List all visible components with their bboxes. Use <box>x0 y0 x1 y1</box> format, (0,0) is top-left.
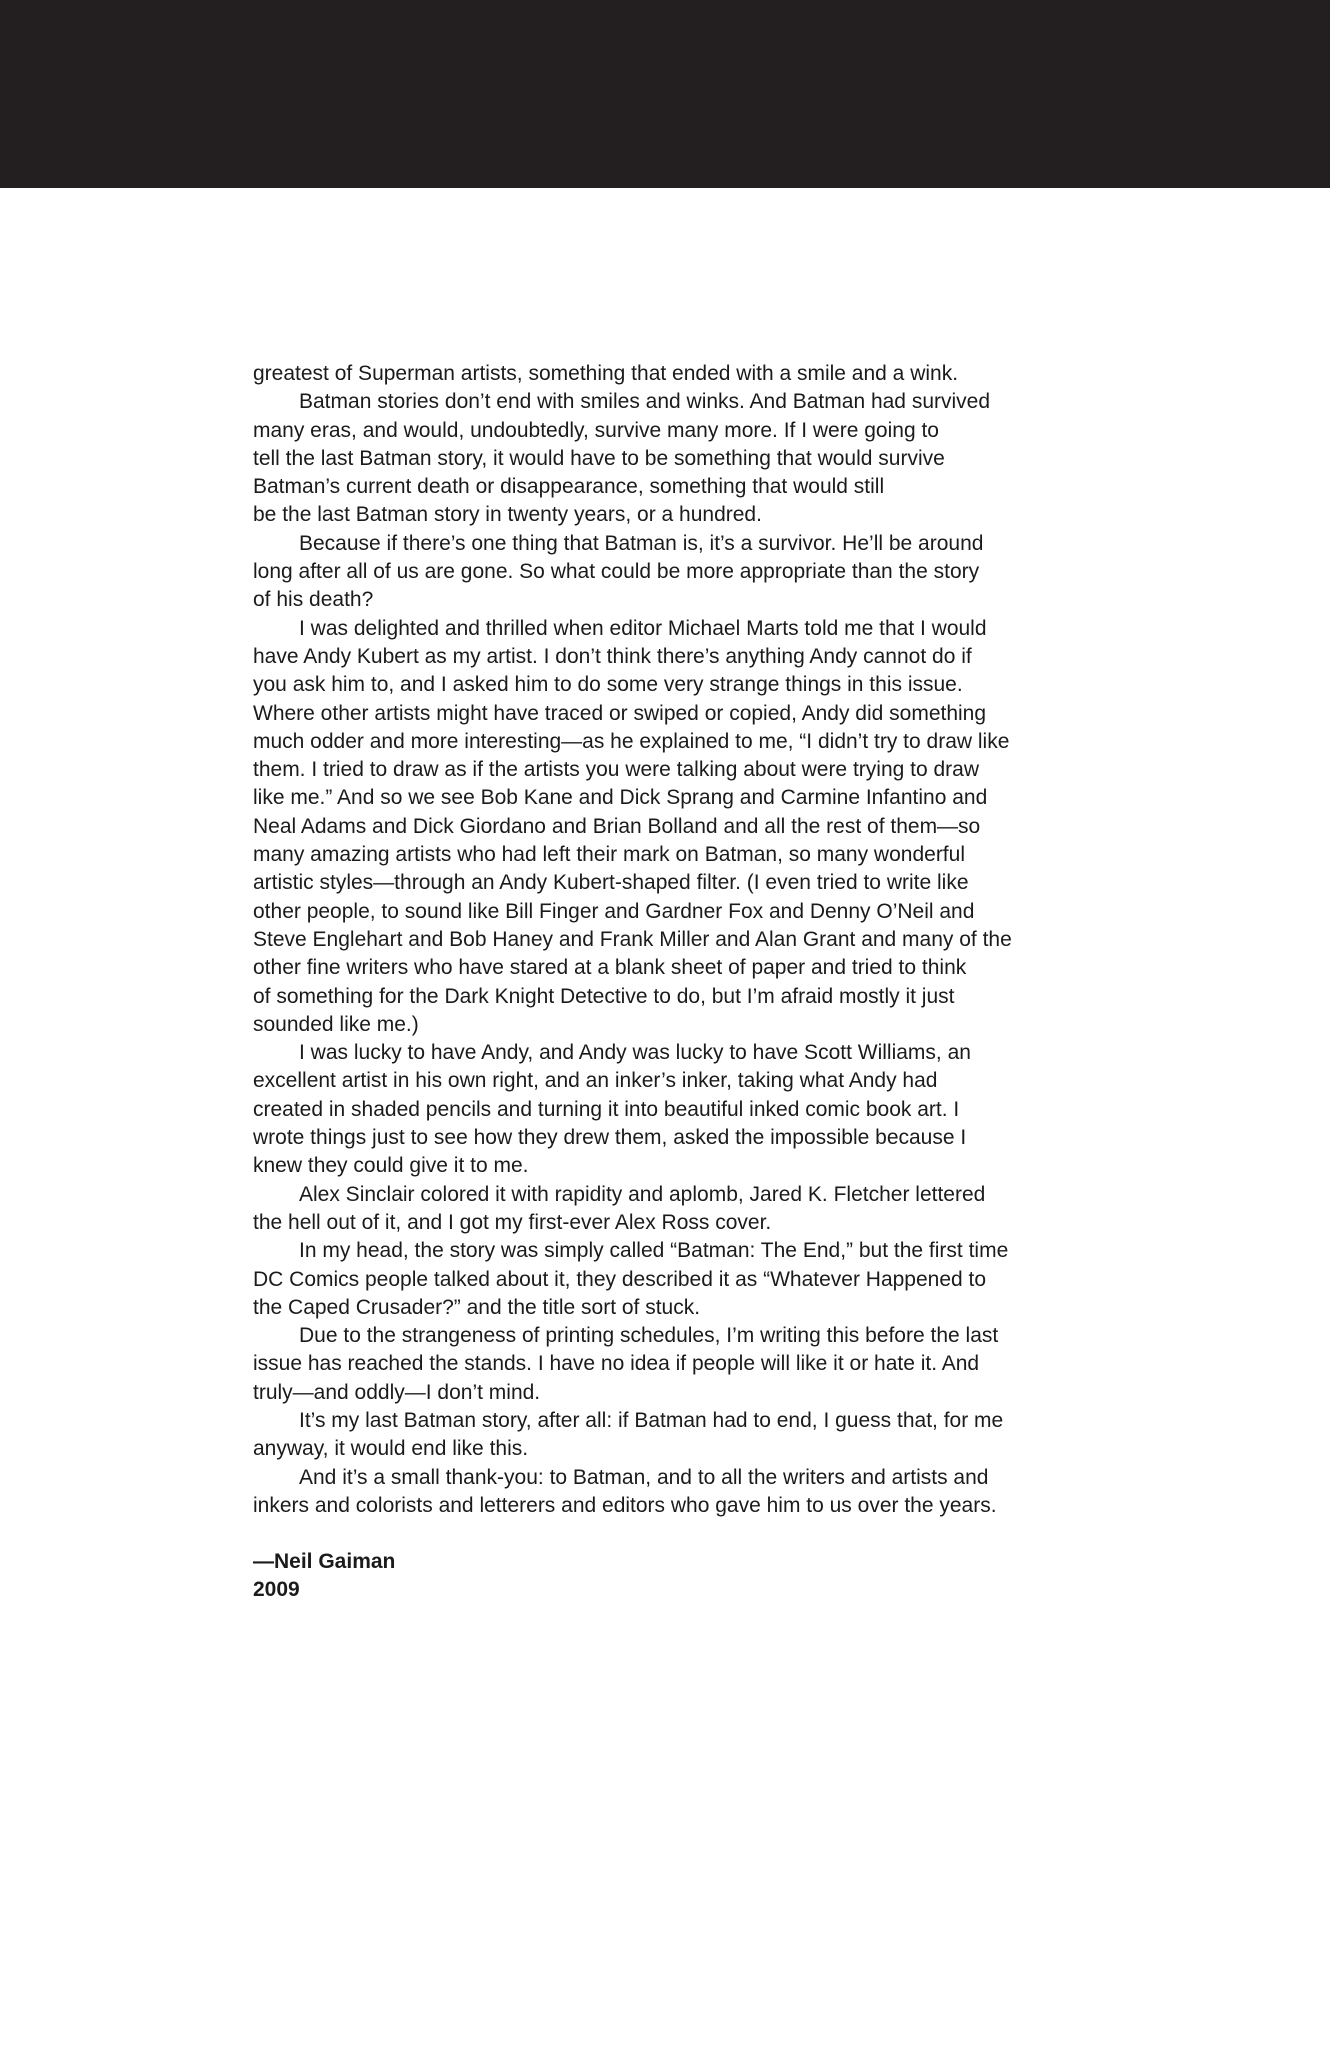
essay-line: them. I tried to draw as if the artists you were talking about were trying to draw <box>253 758 979 782</box>
essay-line: Batman stories don’t end with smiles and winks. And Batman had survived <box>299 390 991 414</box>
essay-line: knew they could give it to me. <box>253 1154 529 1178</box>
essay-line: much odder and more interesting—as he explained to me, “I didn’t try to draw like <box>253 729 1010 753</box>
signature-year: 2009 <box>253 1578 300 1602</box>
essay-line: Where other artists might have traced or swiped or copied, Andy did something <box>253 701 987 725</box>
essay-line: many amazing artists who had left their mark on Batman, so many wonderful <box>253 843 965 867</box>
essay-line: you ask him to, and I asked him to do some very strange things in this issue. <box>253 673 963 697</box>
essay-lines <box>253 360 1083 1520</box>
essay-line: of his death? <box>253 588 374 612</box>
essay-line: I was lucky to have Andy, and Andy was lucky to have Scott Williams, an <box>299 1041 971 1065</box>
essay-line: other fine writers who have stared at a blank sheet of paper and tried to think <box>253 956 967 980</box>
essay-line: created in shaded pencils and turning it into beautiful inked comic book art. I <box>253 1097 960 1121</box>
essay-line: the Caped Crusader?” and the title sort of stuck. <box>253 1295 701 1319</box>
essay-line: I was delighted and thrilled when editor Michael Marts told me that I would <box>299 616 987 640</box>
essay-line: Alex Sinclair colored it with rapidity and aplomb, Jared K. Fletcher lettered <box>299 1182 986 1206</box>
essay-line: excellent artist in his own right, and an inker’s inker, taking what Andy had <box>253 1069 938 1093</box>
essay-body <box>253 360 1083 1605</box>
essay-line: Due to the strangeness of printing schedules, I’m writing this before the last <box>299 1324 999 1348</box>
essay-line: issue has reached the stands. I have no idea if people will like it or hate it. And <box>253 1352 980 1376</box>
essay-line: the hell out of it, and I got my first-ever Alex Ross cover. <box>253 1210 772 1234</box>
essay-line: sounded like me.) <box>253 1012 419 1036</box>
essay-line: Because if there’s one thing that Batman is, it’s a survivor. He’ll be around <box>299 531 984 555</box>
essay-line: of something for the Dark Knight Detective to do, but I’m afraid mostly it just <box>253 984 955 1008</box>
essay-line: truly—and oddly—I don’t mind. <box>253 1380 541 1404</box>
essay-line: greatest of Superman artists, something that ended with a smile and a wink. <box>253 362 959 385</box>
essay-line: Batman’s current death or disappearance, something that would still <box>253 475 885 499</box>
essay-line: DC Comics people talked about it, they described it as “Whatever Happened to <box>253 1267 987 1291</box>
essay-line: be the last Batman story in twenty years, or a hundred. <box>253 503 762 527</box>
essay-line: many eras, and would, undoubtedly, survive many more. If I were going to <box>253 418 939 442</box>
essay-line: Neal Adams and Dick Giordano and Brian Bolland and all the rest of them—so <box>253 814 981 838</box>
essay-line: It’s my last Batman story, after all: if Batman had to end, I guess that, for me <box>299 1408 1004 1432</box>
essay-line: artistic styles—through an Andy Kubert-shaped filter. (I even tried to write like <box>253 871 969 895</box>
essay-line: like me.” And so we see Bob Kane and Dick Sprang and Carmine Infantino and <box>253 786 988 810</box>
essay-line: wrote things just to see how they drew them, asked the impossible because I <box>253 1126 967 1150</box>
essay-line: long after all of us are gone. So what could be more appropriate than the story <box>253 560 980 584</box>
essay-line: have Andy Kubert as my artist. I don’t think there’s anything Andy cannot do if <box>253 644 972 668</box>
signature-block <box>253 1548 1083 1605</box>
signature-author: —Neil Gaiman <box>253 1550 396 1574</box>
essay-line: In my head, the story was simply called “Batman: The End,” but the first time <box>299 1239 1009 1263</box>
essay-line: Steve Englehart and Bob Haney and Frank Miller and Alan Grant and many of the <box>253 927 1012 951</box>
header-band <box>0 0 1330 188</box>
essay-line: inkers and colorists and letterers and editors who gave him to us over the years. <box>253 1493 997 1517</box>
essay-line: tell the last Batman story, it would have to be something that would survive <box>253 446 945 470</box>
essay-line: other people, to sound like Bill Finger and Gardner Fox and Denny O’Neil and <box>253 899 975 923</box>
essay-line: And it’s a small thank-you: to Batman, and to all the writers and artists and <box>299 1465 989 1489</box>
essay-line: anyway, it would end like this. <box>253 1437 529 1461</box>
